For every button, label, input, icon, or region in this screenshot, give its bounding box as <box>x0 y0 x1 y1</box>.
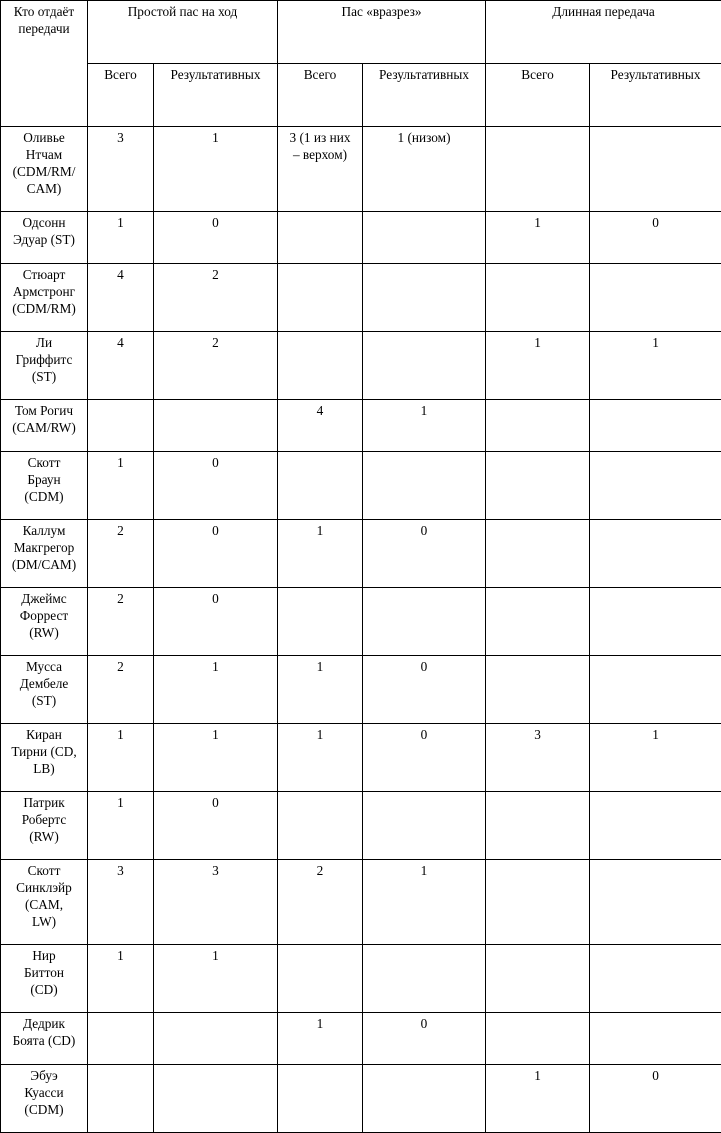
simple-total-cell <box>88 1065 154 1133</box>
simple-total-cell: 1 <box>88 724 154 792</box>
simple-effective-cell: 0 <box>154 588 278 656</box>
table-row <box>1 452 721 520</box>
through-effective-cell: 0 <box>363 724 486 792</box>
long-effective-cell <box>590 127 721 212</box>
simple-pass-group-header: Простой пас на ход <box>88 1 278 64</box>
table-row <box>1 212 721 264</box>
through-effective-cell: 1 (низом) <box>363 127 486 212</box>
through-total-cell: 1 <box>278 656 363 724</box>
subheader-total: Всего <box>486 64 590 127</box>
through-effective-cell <box>363 332 486 400</box>
through-effective-cell <box>363 212 486 264</box>
simple-total-cell: 2 <box>88 656 154 724</box>
player-name-cell: Каллум Макгрегор (DM/CAM) <box>1 520 88 588</box>
through-total-cell: 3 (1 из них – верхом) <box>278 127 363 212</box>
through-effective-cell <box>363 792 486 860</box>
through-effective-cell <box>363 452 486 520</box>
through-effective-cell <box>363 945 486 1013</box>
through-total-cell <box>278 264 363 332</box>
long-total-cell <box>486 520 590 588</box>
table-row <box>1 332 721 400</box>
simple-total-cell <box>88 400 154 452</box>
table-row <box>1 724 721 792</box>
table-row <box>1 1013 721 1065</box>
passer-column-header: Кто отдаёт передачи <box>1 1 88 127</box>
table-row <box>1 127 721 212</box>
long-effective-cell <box>590 792 721 860</box>
simple-effective-cell: 1 <box>154 656 278 724</box>
long-effective-cell <box>590 1013 721 1065</box>
through-effective-cell <box>363 588 486 656</box>
simple-total-cell: 2 <box>88 588 154 656</box>
long-effective-cell: 0 <box>590 212 721 264</box>
table-row <box>1 945 721 1013</box>
simple-total-cell: 1 <box>88 945 154 1013</box>
simple-effective-cell: 3 <box>154 860 278 945</box>
table-row <box>1 520 721 588</box>
long-total-cell: 1 <box>486 332 590 400</box>
simple-total-cell: 3 <box>88 127 154 212</box>
table-row <box>1 1065 721 1133</box>
long-total-cell <box>486 400 590 452</box>
through-total-cell <box>278 332 363 400</box>
long-effective-cell <box>590 452 721 520</box>
long-total-cell <box>486 860 590 945</box>
long-total-cell: 3 <box>486 724 590 792</box>
long-total-cell: 1 <box>486 1065 590 1133</box>
through-total-cell: 1 <box>278 520 363 588</box>
subheader-total: Всего <box>88 64 154 127</box>
through-effective-cell <box>363 1065 486 1133</box>
simple-total-cell: 1 <box>88 792 154 860</box>
player-name-cell: Оливье Нтчам (CDM/RM/ CAM) <box>1 127 88 212</box>
through-total-cell: 1 <box>278 724 363 792</box>
simple-total-cell: 4 <box>88 332 154 400</box>
player-name-cell: Скотт Браун (CDM) <box>1 452 88 520</box>
through-effective-cell: 1 <box>363 400 486 452</box>
through-effective-cell: 1 <box>363 860 486 945</box>
through-total-cell <box>278 452 363 520</box>
player-name-cell: Скотт Синклэйр (CAM, LW) <box>1 860 88 945</box>
long-total-cell <box>486 452 590 520</box>
simple-total-cell: 3 <box>88 860 154 945</box>
simple-effective-cell: 2 <box>154 332 278 400</box>
simple-total-cell <box>88 1013 154 1065</box>
long-effective-cell <box>590 656 721 724</box>
through-effective-cell: 0 <box>363 1013 486 1065</box>
long-total-cell <box>486 1013 590 1065</box>
player-name-cell: Патрик Робертс (RW) <box>1 792 88 860</box>
table-body <box>1 127 721 1133</box>
through-total-cell <box>278 212 363 264</box>
long-total-cell <box>486 945 590 1013</box>
long-effective-cell <box>590 945 721 1013</box>
long-pass-group-header: Длинная передача <box>486 1 721 64</box>
long-effective-cell <box>590 520 721 588</box>
subheader-effective: Результативных <box>154 64 278 127</box>
long-total-cell <box>486 127 590 212</box>
long-total-cell <box>486 588 590 656</box>
long-effective-cell: 0 <box>590 1065 721 1133</box>
long-effective-cell <box>590 860 721 945</box>
player-name-cell: Киран Тирни (CD, LB) <box>1 724 88 792</box>
simple-effective-cell: 0 <box>154 792 278 860</box>
table-row <box>1 656 721 724</box>
long-effective-cell: 1 <box>590 724 721 792</box>
simple-effective-cell: 1 <box>154 945 278 1013</box>
player-name-cell: Нир Биттон (CD) <box>1 945 88 1013</box>
player-name-cell: Том Рогич (CAM/RW) <box>1 400 88 452</box>
simple-total-cell: 2 <box>88 520 154 588</box>
long-effective-cell: 1 <box>590 332 721 400</box>
long-effective-cell <box>590 400 721 452</box>
table-row <box>1 264 721 332</box>
simple-effective-cell: 0 <box>154 520 278 588</box>
through-total-cell: 4 <box>278 400 363 452</box>
simple-effective-cell <box>154 1065 278 1133</box>
simple-total-cell: 1 <box>88 452 154 520</box>
player-name-cell: Стюарт Армстронг (CDM/RM) <box>1 264 88 332</box>
subheader-effective: Результативных <box>590 64 721 127</box>
table-row <box>1 588 721 656</box>
through-pass-group-header: Пас «вразрез» <box>278 1 486 64</box>
simple-effective-cell: 1 <box>154 724 278 792</box>
long-total-cell <box>486 656 590 724</box>
subheader-total: Всего <box>278 64 363 127</box>
simple-total-cell: 1 <box>88 212 154 264</box>
long-total-cell: 1 <box>486 212 590 264</box>
player-name-cell: Дедрик Боята (CD) <box>1 1013 88 1065</box>
through-total-cell: 1 <box>278 1013 363 1065</box>
long-effective-cell <box>590 264 721 332</box>
table-header <box>1 1 721 127</box>
through-total-cell <box>278 588 363 656</box>
through-effective-cell <box>363 264 486 332</box>
player-name-cell: Ли Гриффитс (ST) <box>1 332 88 400</box>
simple-effective-cell: 0 <box>154 452 278 520</box>
through-total-cell <box>278 1065 363 1133</box>
table-row <box>1 400 721 452</box>
long-total-cell <box>486 792 590 860</box>
through-total-cell: 2 <box>278 860 363 945</box>
table-row <box>1 860 721 945</box>
simple-effective-cell: 1 <box>154 127 278 212</box>
through-effective-cell: 0 <box>363 520 486 588</box>
simple-total-cell: 4 <box>88 264 154 332</box>
player-name-cell: Мусса Дембеле (ST) <box>1 656 88 724</box>
through-total-cell <box>278 792 363 860</box>
through-effective-cell: 0 <box>363 656 486 724</box>
player-name-cell: Одсонн Эдуар (ST) <box>1 212 88 264</box>
simple-effective-cell <box>154 400 278 452</box>
long-effective-cell <box>590 588 721 656</box>
player-name-cell: Эбуэ Куасси (CDM) <box>1 1065 88 1133</box>
simple-effective-cell: 2 <box>154 264 278 332</box>
subheader-effective: Результативных <box>363 64 486 127</box>
simple-effective-cell <box>154 1013 278 1065</box>
table-row <box>1 792 721 860</box>
long-total-cell <box>486 264 590 332</box>
player-name-cell: Джеймс Форрест (RW) <box>1 588 88 656</box>
through-total-cell <box>278 945 363 1013</box>
simple-effective-cell: 0 <box>154 212 278 264</box>
